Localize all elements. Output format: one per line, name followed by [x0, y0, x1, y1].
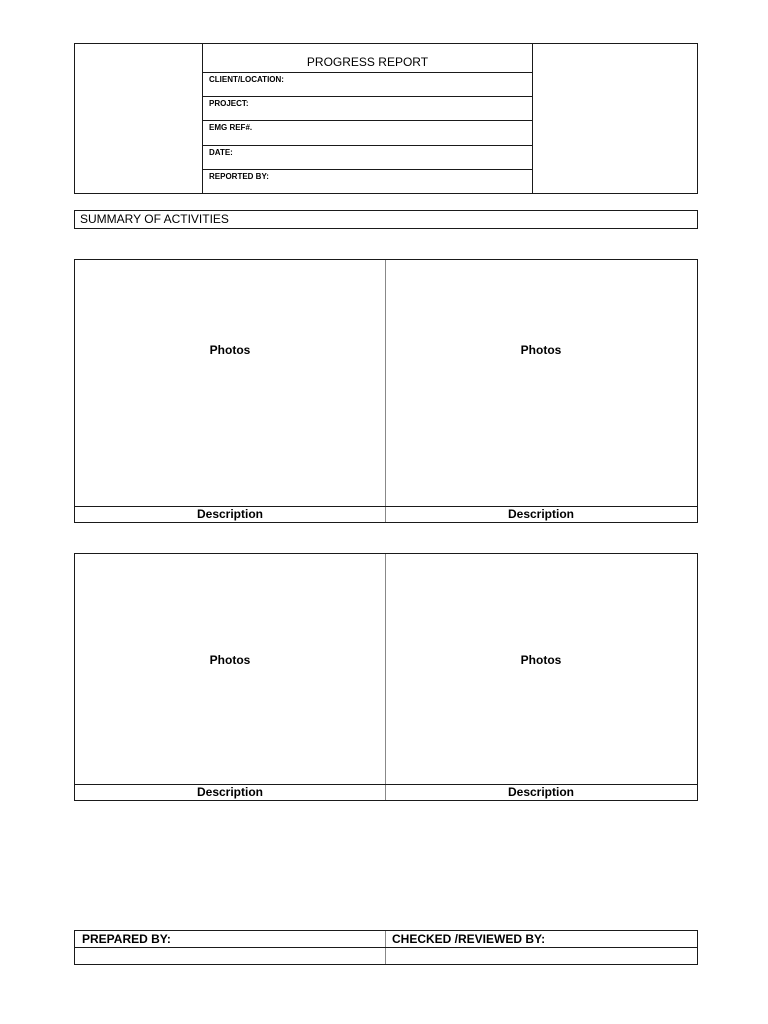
photo-placeholder[interactable]: Photos [520, 653, 562, 667]
photo-description[interactable]: Description [385, 784, 697, 800]
header-fields [203, 44, 532, 193]
date-field[interactable]: DATE: [203, 146, 532, 170]
report-header [74, 43, 698, 194]
client-location-field[interactable]: CLIENT/LOCATION: [203, 73, 532, 97]
signature-table [74, 930, 698, 965]
report-title: PROGRESS REPORT [203, 44, 532, 73]
photo-placeholder[interactable]: Photos [209, 653, 251, 667]
photo-section-2 [74, 553, 698, 801]
photo-description[interactable]: Description [75, 506, 385, 522]
emg-ref-field[interactable]: EMG REF#. [203, 121, 532, 146]
logo-left-area [75, 44, 203, 193]
photo-description[interactable]: Description [75, 784, 385, 800]
checked-by-signature-field[interactable] [385, 948, 697, 964]
photo-placeholder[interactable]: Photos [209, 343, 251, 357]
logo-right-area [532, 44, 697, 193]
project-field[interactable]: PROJECT: [203, 97, 532, 121]
photo-section-1 [74, 259, 698, 523]
prepared-by-label: PREPARED BY: [75, 931, 385, 948]
summary-of-activities: SUMMARY OF ACTIVITIES [74, 210, 698, 229]
checked-reviewed-by-label: CHECKED /REVIEWED BY: [385, 931, 697, 948]
prepared-by-signature-field[interactable] [75, 948, 385, 964]
photo-placeholder[interactable]: Photos [520, 343, 562, 357]
reported-by-field[interactable]: REPORTED BY: [209, 172, 269, 181]
photo-description[interactable]: Description [385, 506, 697, 522]
